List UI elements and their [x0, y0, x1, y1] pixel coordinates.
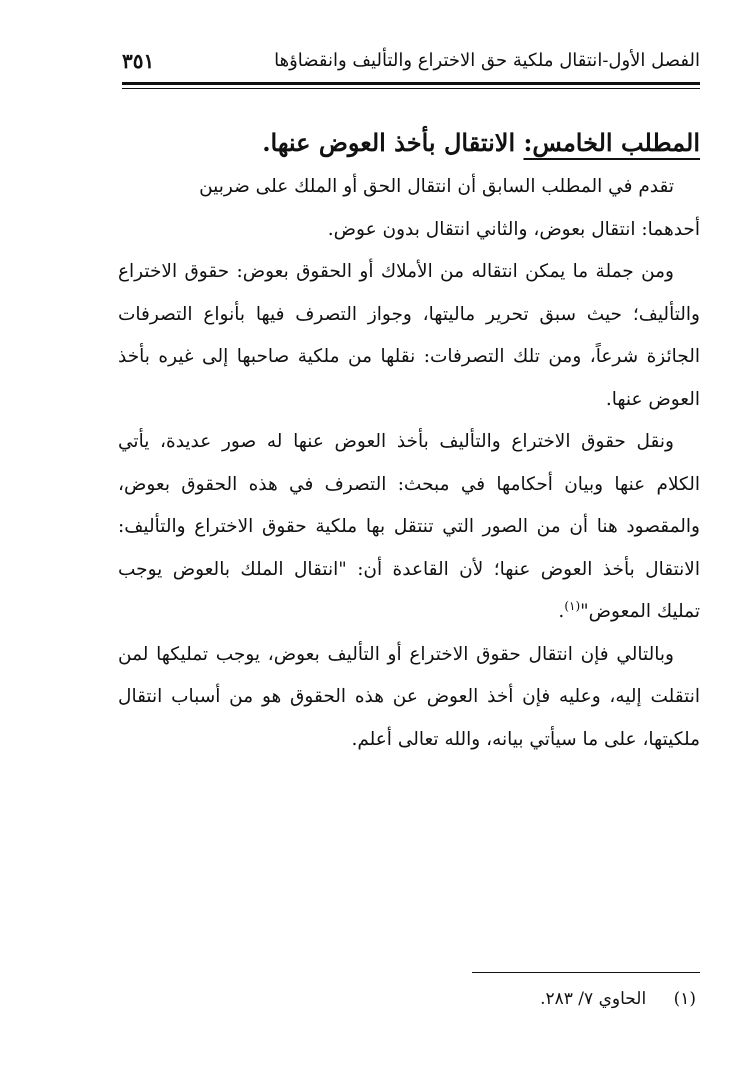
body-text [118, 122, 700, 761]
paragraph-2: أحدهما: انتقال بعوض، والثاني انتقال بدون عوض. [327, 218, 700, 240]
footnote-number: (١) [673, 989, 696, 1009]
footnote-reference[interactable]: (١) [564, 598, 581, 613]
running-title: الفصل الأول-انتقال ملكية حق الاختراع والتأليف وانقضاؤها [274, 50, 700, 71]
section-heading [118, 122, 700, 164]
paragraph-3: ومن جملة ما يمكن انتقاله من الأملاك أو الحقوق بعوض: حقوق الاختراع والتأليف؛ حيث سبق تحرير ماليتها، وجواز التصرف فيها بأنواع التصرفات الجائزة شرعاً، ومن تلك التصرفات: نقلها من ملكية صاحبها إلى غيره بأخذ العوض عنها. [118, 261, 700, 410]
section-heading-title: الانتقال بأخذ العوض عنها. [262, 128, 516, 157]
header-rule-thin [122, 88, 700, 89]
running-header [122, 46, 700, 76]
footnote [540, 986, 696, 1012]
paragraph-4-text: ونقل حقوق الاختراع والتأليف بأخذ العوض عنها له صور عديدة، يأتي الكلام عنها وبيان أحكامها في مبحث: التصرف في هذه الحقوق بعوض، والمقصود هنا أن من الصور التي تنتقل بها ملكية حقوق الاختراع والتأليف: الانتقال بأخذ العوض عنها؛ لأن القاعدة أن: "انتقال الملك بالعوض يوجب تمليك المعوض" [118, 431, 700, 622]
paragraph-4: ونقل حقوق الاختراع والتأليف بأخذ العوض عنها له صور عديدة، يأتي الكلام عنها وبيان أحكامها في مبحث: التصرف في هذه الحقوق بعوض، والمقصود هنا أن من الصور التي تنتقل بها ملكية حقوق الاختراع والتأليف: الانتقال بأخذ العوض عنها؛ لأن القاعدة أن: "انتقال الملك بالعوض يوجب تمليك المعوض"$^{(١)}$. [118, 431, 700, 622]
paragraph-5: وبالتالي فإن انتقال حقوق الاختراع أو التأليف بعوض، يوجب تمليكها لمن انتقلت إليه، وعليه فإن أخذ العوض عن هذه الحقوق هو من أسباب انتقال ملكيتها، على ما سيأتي بيانه، والله تعالى أعلم. [118, 643, 700, 750]
header-rule-thick [122, 82, 700, 85]
footnote-text: الحاوي ٧/ ٢٨٣. [540, 989, 647, 1009]
section-heading-prefix: المطلب الخامس: [523, 128, 700, 157]
footnote-separator [472, 972, 700, 973]
page-number: ٣٥١ [122, 49, 155, 73]
paragraph-1: تقدم في المطلب السابق أن انتقال الحق أو الملك على ضربين [199, 176, 674, 197]
